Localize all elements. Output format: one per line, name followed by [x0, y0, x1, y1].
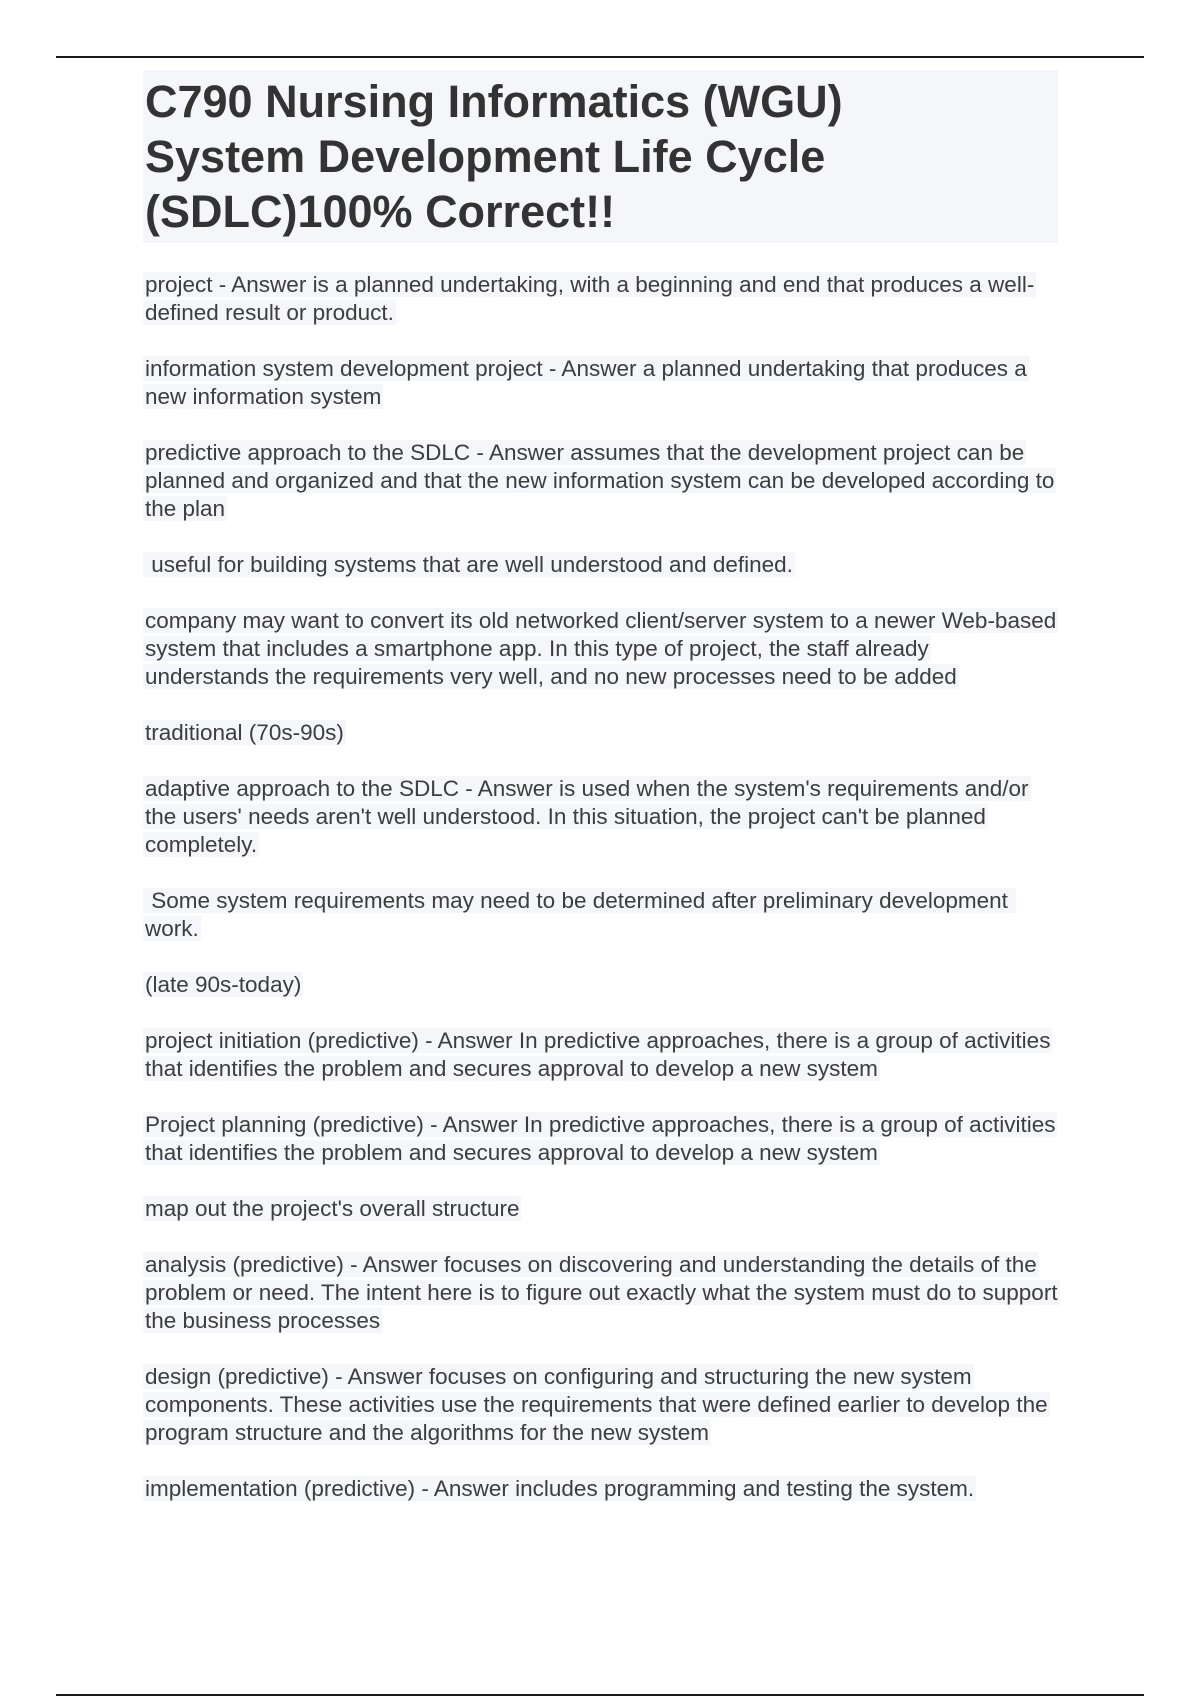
- bottom-rule: [56, 1694, 1144, 1696]
- entry-text: implementation (predictive) - Answer includes programming and testing the system.: [145, 1476, 975, 1501]
- entry-adaptive-approach: [143, 775, 1058, 859]
- entry-text: design (predictive) - Answer focuses on configuring and structuring the new system components. These activities use the requirements that were defined earlier to develop the program structure and the algorithms for the new system: [145, 1364, 1048, 1445]
- entry-text: Some system requirements may need to be determined after preliminary development work.: [145, 888, 1015, 941]
- title-line: (SDLC)100% Correct!!: [145, 186, 616, 237]
- entry-late-90s: [143, 971, 1058, 999]
- entry-project: [143, 271, 1058, 327]
- entry-text: map out the project's overall structure: [145, 1196, 520, 1221]
- entry-is-development-project: [143, 355, 1058, 411]
- entry-text: analysis (predictive) - Answer focuses on discovering and understanding the details of the problem or need. The intent here is to figure out exactly what the system must do to support the business processes: [145, 1252, 1058, 1333]
- entry-text: project - Answer is a planned undertaking, with a beginning and end that produces a well-defined result or product.: [145, 272, 1035, 325]
- entry-text: predictive approach to the SDLC - Answer assumes that the development project can be planned and organized and that the new information system can be developed according to the plan: [145, 440, 1055, 521]
- entry-text: project initiation (predictive) - Answer In predictive approaches, there is a group of activities that identifies the problem and secures approval to develop a new system: [145, 1028, 1051, 1081]
- document-page: [143, 70, 1058, 1531]
- entry-predictive-example: [143, 607, 1058, 691]
- entry-map-structure: [143, 1195, 1058, 1223]
- top-rule: [56, 56, 1144, 58]
- entry-project-planning: [143, 1111, 1058, 1167]
- entry-analysis: [143, 1251, 1058, 1335]
- entry-design: [143, 1363, 1058, 1447]
- entry-text: adaptive approach to the SDLC - Answer is used when the system's requirements and/or the users' needs aren't well understood. In this situation, the project can't be planned completely.: [145, 776, 1029, 857]
- title-line: System Development Life Cycle: [145, 131, 826, 182]
- entry-project-initiation: [143, 1027, 1058, 1083]
- entry-predictive-useful: [143, 551, 1058, 579]
- title-line: C790 Nursing Informatics (WGU): [145, 76, 843, 127]
- entry-text: traditional (70s-90s): [145, 720, 344, 745]
- entry-text: information system development project - Answer a planned undertaking that produces a new information system: [145, 356, 1027, 409]
- entry-traditional: [143, 719, 1058, 747]
- document-title: [143, 70, 1058, 243]
- entry-implementation: [143, 1475, 1058, 1503]
- entry-text: useful for building systems that are well understood and defined.: [145, 552, 793, 577]
- entry-text: company may want to convert its old networked client/server system to a newer Web-based system that includes a smartphone app. In this type of project, the staff already understands the requirements very well, and no new processes need to be added: [145, 608, 1057, 689]
- entry-text: (late 90s-today): [145, 972, 302, 997]
- entry-predictive-approach: [143, 439, 1058, 523]
- entry-text: Project planning (predictive) - Answer In predictive approaches, there is a group of activities that identifies the problem and secures approval to develop a new system: [145, 1112, 1056, 1165]
- entry-adaptive-requirements: [143, 887, 1058, 943]
